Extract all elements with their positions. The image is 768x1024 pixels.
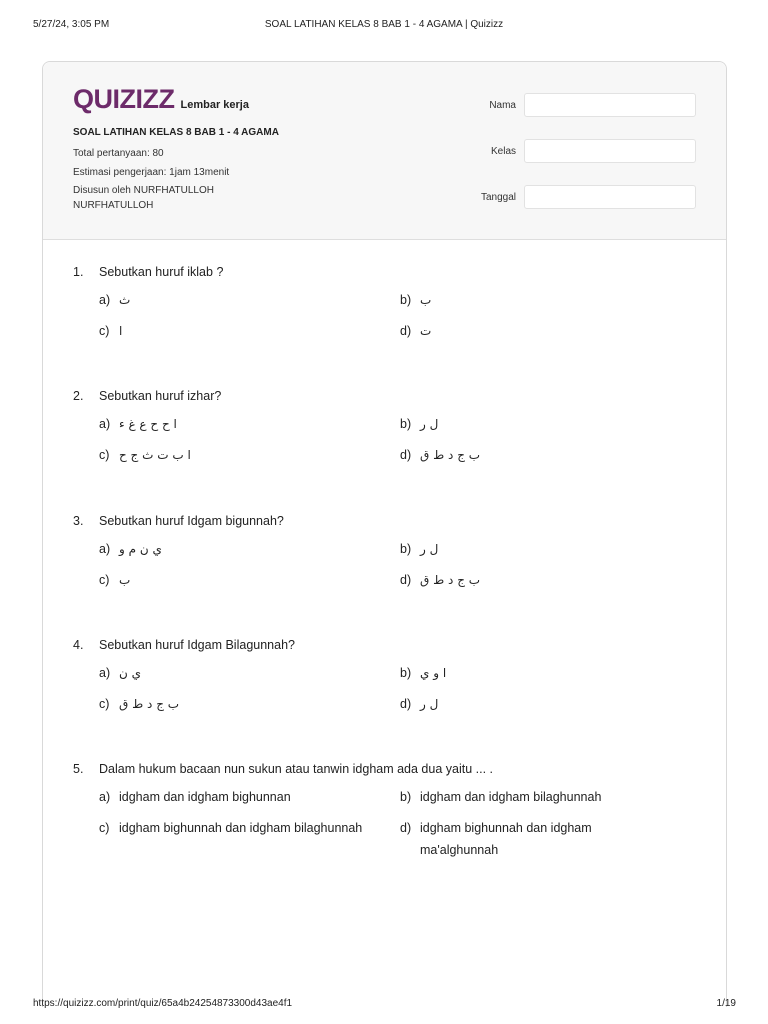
option-text: ب ج د ط ق [420,573,481,587]
worksheet-label: Lembar kerja [180,99,249,111]
date-field-row [426,185,696,209]
option-letter: b) [400,293,412,307]
option-letter: a) [99,666,111,680]
option-d [400,573,480,591]
option-text: ي ن م و [119,542,162,556]
option-c [99,448,191,466]
option-text: ا ح ح ع غ ء [119,417,177,431]
question-4 [73,638,713,711]
option-letter: c) [99,821,110,835]
class-field-row [426,139,696,163]
total-questions: Total pertanyaan: 80 [73,148,164,159]
option-letter: d) [400,448,412,462]
name-field[interactable] [524,93,696,117]
question-text: Sebutkan huruf iklab ? [99,265,224,279]
option-letter: d) [400,573,412,587]
worksheet-card [42,61,727,1007]
question-1 [73,265,713,338]
option-text: ب ج د ط ق [119,697,180,711]
print-date: 5/27/24, 3:05 PM [33,19,110,30]
question-text: Sebutkan huruf izhar? [99,389,222,403]
print-footer [0,996,768,1024]
option-letter: c) [99,324,110,338]
option-text: ي ن [119,666,142,680]
option-text: ث [119,293,131,307]
quiz-title: SOAL LATIHAN KELAS 8 BAB 1 - 4 AGAMA [73,127,279,138]
question-text: Sebutkan huruf Idgam Bilagunnah? [99,638,295,652]
option-a [99,790,291,808]
option-d [400,448,480,466]
brand-wordmark: QUIZIZZ [73,84,175,114]
class-field[interactable] [524,139,696,163]
option-text: ا و ي [420,666,447,680]
print-header [0,0,768,40]
option-text: ب [420,293,432,307]
option-c [99,324,122,342]
option-letter: c) [99,573,110,587]
option-text: idgham bighunnah dan idgham bilaghunnah [119,821,363,835]
option-text: ل ر [420,697,439,711]
option-letter: a) [99,542,111,556]
option-letter: d) [400,324,412,338]
date-field[interactable] [524,185,696,209]
option-letter: b) [400,666,412,680]
question-number: 2. [73,389,84,403]
option-b [400,666,446,684]
question-text: Dalam hukum bacaan nun sukun atau tanwin idgham ada dua yaitu ... . [99,762,494,776]
option-a [99,666,141,684]
option-d [400,324,431,342]
question-5 [73,762,713,857]
option-letter: a) [99,417,111,431]
option-letter: a) [99,293,111,307]
option-b [400,790,601,808]
option-letter: b) [400,790,412,804]
question-text: Sebutkan huruf Idgam bigunnah? [99,514,284,528]
option-text: idgham dan idgham bilaghunnah [420,790,602,804]
option-text: ت [420,324,432,338]
option-c [99,573,130,591]
print-url: https://quizizz.com/print/quiz/65a4b24254873300d43ae4f1 [33,998,293,1009]
option-b [400,542,438,560]
option-d [400,821,615,861]
option-letter: d) [400,697,412,711]
option-text: ا ب ت ث ج ح [119,448,191,462]
worksheet-header [43,62,726,240]
option-letter: d) [400,821,412,835]
class-label: Kelas [490,145,516,157]
estimated-time: Estimasi pengerjaan: 1jam 13menit [73,167,230,178]
question-number: 3. [73,514,84,528]
name-label: Nama [489,99,516,111]
question-3 [73,514,713,587]
option-letter: c) [99,697,110,711]
option-letter: c) [99,448,110,462]
quizizz-logo [73,84,249,115]
option-d [400,697,438,715]
question-number: 5. [73,762,84,776]
option-text: ل ر [420,542,439,556]
option-letter: a) [99,790,111,804]
option-text: idgham bighunnah dan idgham ma'alghunnah [420,821,592,857]
print-title: SOAL LATIHAN KELAS 8 BAB 1 - 4 AGAMA | Quizizz [264,19,504,30]
name-field-row [426,93,696,117]
option-a [99,417,177,435]
option-text: idgham dan idgham bighunnan [119,790,291,804]
question-2 [73,389,713,462]
option-b [400,417,438,435]
option-letter: b) [400,417,412,431]
option-a [99,293,130,311]
option-c [99,697,179,715]
option-text: ل ر [420,417,439,431]
author: Disusun oleh NURFHATULLOH NURFHATULLOH [73,185,214,211]
option-a [99,542,162,560]
option-text: ب [119,573,131,587]
date-label: Tanggal [480,191,516,203]
page-number: 1/19 [716,998,736,1009]
option-text: ا [119,324,123,338]
question-number: 4. [73,638,84,652]
option-text: ب ج د ط ق [420,448,481,462]
option-c [99,821,394,839]
option-b [400,293,431,311]
option-letter: b) [400,542,412,556]
question-number: 1. [73,265,84,279]
